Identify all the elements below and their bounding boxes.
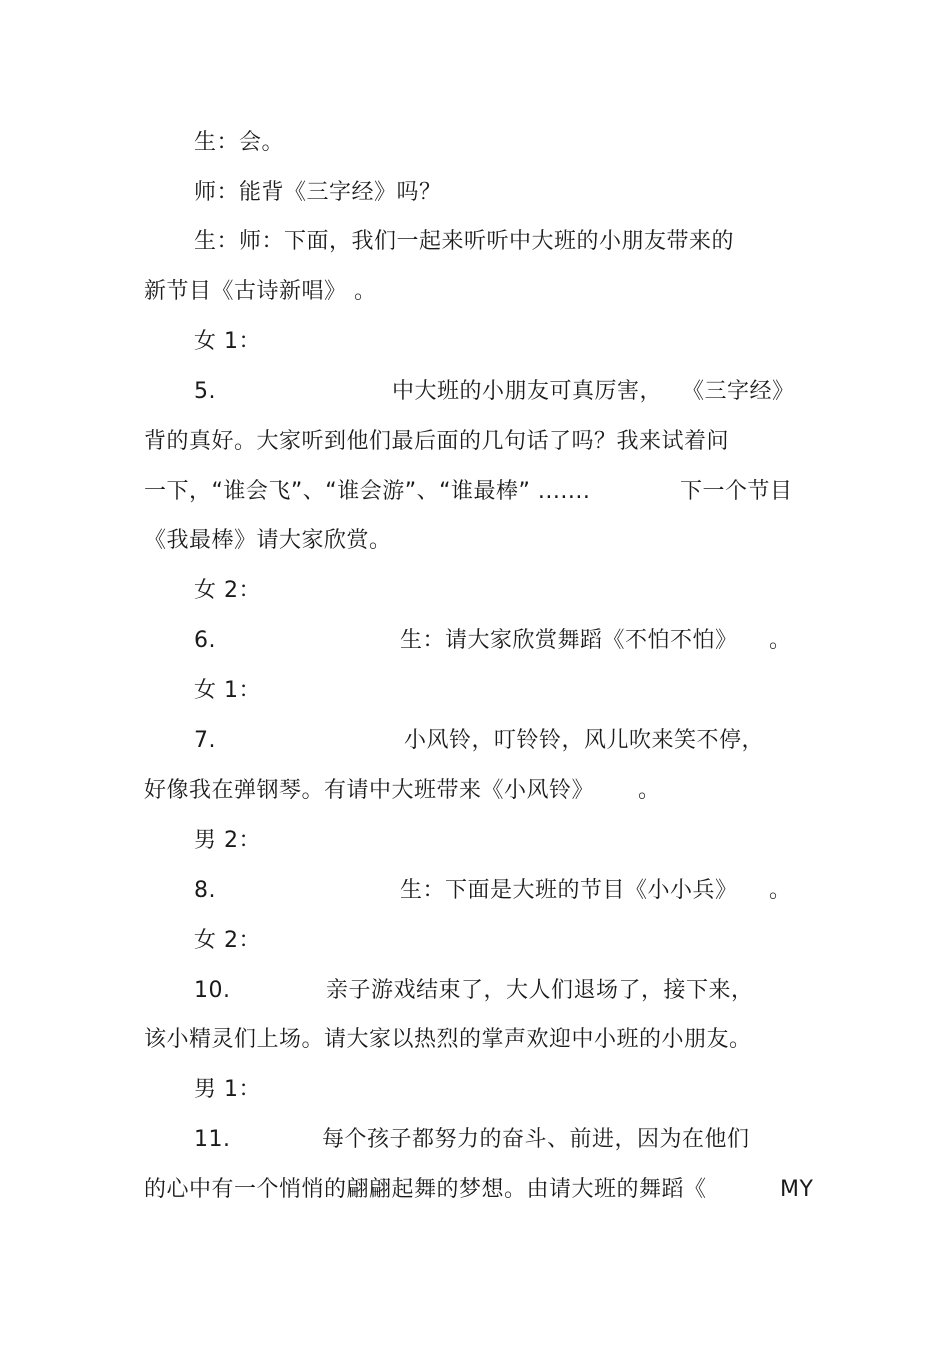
line-text: 中大班的小朋友可真厉害，: [392, 379, 663, 404]
numbered-item: [194, 626, 814, 656]
dialogue-line: [194, 227, 734, 257]
line-text: 女 1：: [194, 678, 261, 703]
dialogue-line: [144, 427, 729, 457]
line-text: 女 1：: [194, 329, 261, 354]
line-text: 背的真好。大家听到他们最后面的几句话了吗？我来试着问: [144, 429, 730, 454]
line-text: 女 2：: [194, 578, 261, 603]
dialogue-line: [144, 1175, 824, 1205]
item-number: 5.: [194, 379, 216, 404]
dialogue-line: [194, 128, 284, 158]
line-text: 小风铃，叮铃铃，风儿吹来笑不停，: [404, 728, 765, 753]
numbered-item: [194, 726, 794, 756]
line-tail: 。: [769, 878, 792, 903]
item-number: 11.: [194, 1127, 231, 1152]
numbered-item: [194, 377, 834, 407]
line-text: 亲子游戏结束了，大人们退场了，接下来，: [326, 978, 754, 1003]
dialogue-line: [194, 178, 442, 208]
numbered-item: [194, 1125, 794, 1155]
speaker-label: [194, 1075, 261, 1105]
dialogue-line: [144, 477, 824, 507]
line-tail: 。: [638, 778, 661, 803]
line-text: 女 2：: [194, 928, 261, 953]
line-text: 男 1：: [194, 1077, 261, 1102]
line-text: 师：能背《三字经》吗？: [194, 180, 442, 205]
line-tail: 。: [769, 628, 792, 653]
speaker-label: [194, 826, 261, 856]
line-tail: MY: [780, 1177, 814, 1202]
line-text: 生：师：下面，我们一起来听听中大班的小朋友带来的: [194, 229, 735, 254]
line-text: 该小精灵们上场。请大家以热烈的掌声欢迎中小班的小朋友。: [144, 1027, 752, 1052]
speaker-label: [194, 676, 261, 706]
dialogue-line: [144, 1025, 752, 1055]
line-text: 男 2：: [194, 828, 261, 853]
item-number: 6.: [194, 628, 216, 653]
line-text: 一下，“谁会飞”、“谁会游”、“谁最棒” .......: [144, 479, 591, 504]
line-text: 生：下面是大班的节目《小小兵》: [400, 878, 738, 903]
speaker-label: [194, 327, 261, 357]
line-text: 每个孩子都努力的奋斗、前进，因为在他们: [322, 1127, 750, 1152]
speaker-label: [194, 576, 261, 606]
line-tail: 下一个节目: [680, 479, 793, 504]
line-tail: 《三字经》: [682, 379, 795, 404]
numbered-item: [194, 976, 794, 1006]
item-number: 10.: [194, 978, 231, 1003]
line-text: 好像我在弹钢琴。有请中大班带来《小风铃》: [144, 778, 595, 803]
numbered-item: [194, 876, 814, 906]
line-text: 生：会。: [194, 130, 285, 155]
item-number: 8.: [194, 878, 216, 903]
dialogue-line: [144, 526, 392, 556]
speaker-label: [194, 926, 261, 956]
line-text: 《我最棒》请大家欣赏。: [144, 528, 392, 553]
line-text: 的心中有一个悄悄的翩翩起舞的梦想。由请大班的舞蹈《: [144, 1177, 707, 1202]
line-text: 新节目《古诗新唱》 。: [144, 279, 377, 304]
dialogue-line: [144, 277, 377, 307]
item-number: 7.: [194, 728, 216, 753]
dialogue-line: [144, 776, 684, 806]
line-text: 生：请大家欣赏舞蹈《不怕不怕》: [400, 628, 738, 653]
